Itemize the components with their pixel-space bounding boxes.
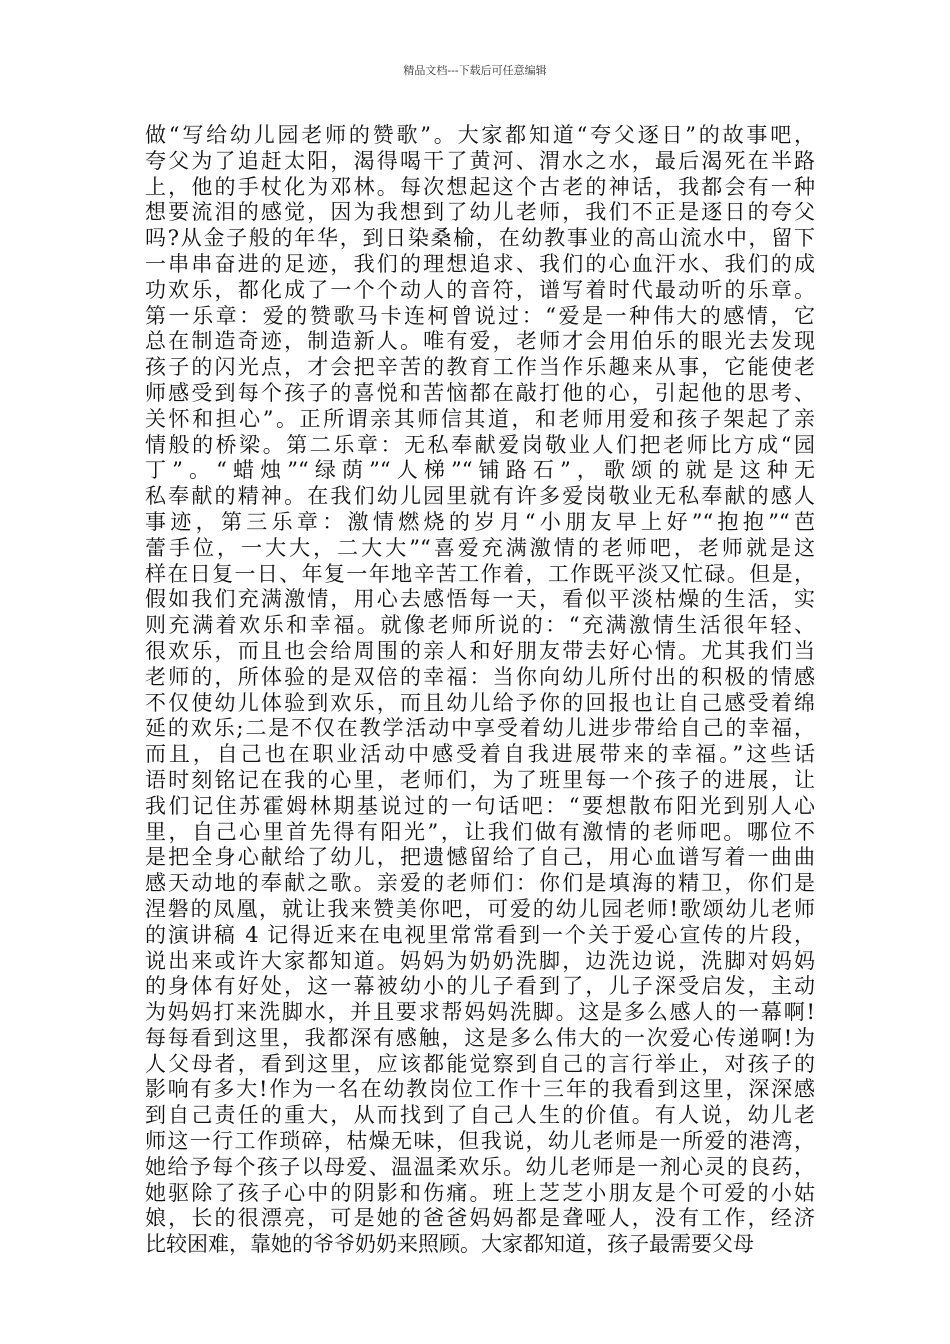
- text-line: 为妈妈打来洗脚水，并且要求帮妈妈洗脚。这是多么感人的一幕啊!: [145, 1000, 815, 1025]
- text-line: 每每看到这里，我都深有感触，这是多么伟大的一次爱心传递啊!为: [145, 1025, 815, 1050]
- text-line: 延的欢乐;二是不仅在教学活动中享受着幼儿进步带给自己的幸福，: [145, 716, 815, 741]
- text-line: 做“写给幼儿园老师的赞歌”。大家都知道“夸父逐日”的故事吧，: [145, 123, 815, 147]
- text-line: 影响有多大!作为一名在幼教岗位工作十三年的我看到这里，深深感: [145, 1077, 815, 1102]
- text-line: 关怀和担心”。正所谓亲其师信其道，和老师用爱和孩子架起了亲: [145, 406, 815, 431]
- text-line: 想要流泪的感觉，因为我想到了幼儿老师，我们不正是逐日的夸父: [145, 200, 815, 225]
- text-line: 她驱除了孩子心中的阴影和伤痛。班上芝芝小朋友是个可爱的小姑: [145, 1180, 815, 1205]
- text-line: 人父母者，看到这里，应该都能觉察到自己的言行举止，对孩子的: [145, 1051, 815, 1076]
- text-line: 很欢乐，而且也会给周围的亲人和好朋友带去好心情。尤其我们当: [145, 638, 815, 663]
- text-line: 的演讲稿 4 记得近来在电视里常常看到一个关于爱心宣传的片段，: [145, 922, 815, 947]
- document-body: [145, 123, 815, 1258]
- text-line: 不仅使幼儿体验到欢乐，而且幼儿给予你的回报也让自己感受着绵: [145, 690, 815, 715]
- text-line: 里，自己心里首先得有阳光”，让我们做有激情的老师吧。哪位不: [145, 819, 815, 844]
- text-line: 一串串奋进的足迹，我们的理想追求、我们的心血汗水、我们的成: [145, 251, 815, 276]
- text-line: 而且，自己也在职业活动中感受着自我进展带来的幸福。”这些话: [145, 742, 815, 767]
- text-line: 上，他的手杖化为邓林。每次想起这个古老的神话，我都会有一种: [145, 174, 815, 199]
- text-line: 功欢乐，都化成了一个个动人的音符，谱写着时代最动听的乐章。: [145, 277, 815, 302]
- text-line: 的身体有好处，这一幕被幼小的儿子看到了，儿子深受启发，主动: [145, 974, 815, 999]
- text-line: 说出来或许大家都知道。妈妈为奶奶洗脚，边洗边说，洗脚对妈妈: [145, 948, 815, 973]
- text-line: 第一乐章：爱的赞歌马卡连柯曾说过：“爱是一种伟大的感情，它: [145, 303, 815, 328]
- text-line: 样在日复一日、年复一年地辛苦工作着，工作既平淡又忙碌。但是，: [145, 561, 815, 586]
- text-line: 我们记住苏霍姆林期基说过的一句话吧：“要想散布阳光到别人心: [145, 793, 815, 818]
- page-header: 精品文档---下载后可任意编辑: [403, 64, 547, 77]
- text-line: 到自己责任的重大，从而找到了自己人生的价值。有人说，幼儿老: [145, 1103, 815, 1128]
- text-line: 感天动地的奉献之歌。亲爱的老师们：你们是填海的精卫，你们是: [145, 871, 815, 896]
- text-line: 比较困难，靠她的爷爷奶奶来照顾。大家都知道，孩子最需要父母: [145, 1232, 754, 1257]
- text-line: 师这一行工作琐碎，枯燥无味，但我说，幼儿老师是一所爱的港湾，: [145, 1129, 815, 1154]
- text-line: 老师的，所体验的是双倍的幸福：当你向幼儿所付出的积极的情感: [145, 664, 815, 689]
- text-line: 则充满着欢乐和幸福。就像老师所说的：“充满激情生活很年轻、: [145, 613, 815, 638]
- text-line: 孩子的闪光点，才会把辛苦的教育工作当作乐趣来从事，它能使老: [145, 355, 815, 380]
- text-line: 丁”。“蜡烛”“绿荫”“人梯”“铺路石”，歌颂的就是这种无: [145, 458, 815, 483]
- text-line: 情般的桥梁。第二乐章：无私奉献爱岗敬业人们把老师比方成“园: [145, 432, 815, 457]
- text-line: 师感受到每个孩子的喜悦和苦恼都在敲打他的心，引起他的思考、: [145, 380, 815, 405]
- text-line: 事迹，第三乐章：激情燃烧的岁月“小朋友早上好”“抱抱”“芭: [145, 509, 815, 534]
- text-line: 私奉献的精神。在我们幼儿园里就有许多爱岗敬业无私奉献的感人: [145, 484, 815, 509]
- text-line: 吗?从金子般的年华，到日染桑榆，在幼教事业的高山流水中，留下: [145, 226, 815, 251]
- text-line: 假如我们充满激情，用心去感悟每一天，看似平淡枯燥的生活，实: [145, 587, 815, 612]
- text-line: 是把全身心献给了幼儿，把遗憾留给了自己，用心血谱写着一曲曲: [145, 845, 815, 870]
- text-line: 涅磐的凤凰，就让我来赞美你吧，可爱的幼儿园老师!歌颂幼儿老师: [145, 896, 815, 921]
- text-line: 她给予每个孩子以母爱、温温柔欢乐。幼儿老师是一剂心灵的良药，: [145, 1154, 815, 1179]
- text-line: 总在制造奇迹，制造新人。唯有爱，老师才会用伯乐的眼光去发现: [145, 329, 815, 354]
- text-line: 娘，长的很漂亮，可是她的爸爸妈妈都是聋哑人，没有工作，经济: [145, 1206, 815, 1231]
- text-line: 语时刻铭记在我的心里，老师们，为了班里每一个孩子的进展，让: [145, 767, 815, 792]
- text-line: 蕾手位，一大大，二大大”“喜爱充满激情的老师吧，老师就是这: [145, 535, 815, 560]
- text-line: 夸父为了追赶太阳，渴得喝干了黄河、渭水之水，最后渴死在半路: [145, 148, 815, 173]
